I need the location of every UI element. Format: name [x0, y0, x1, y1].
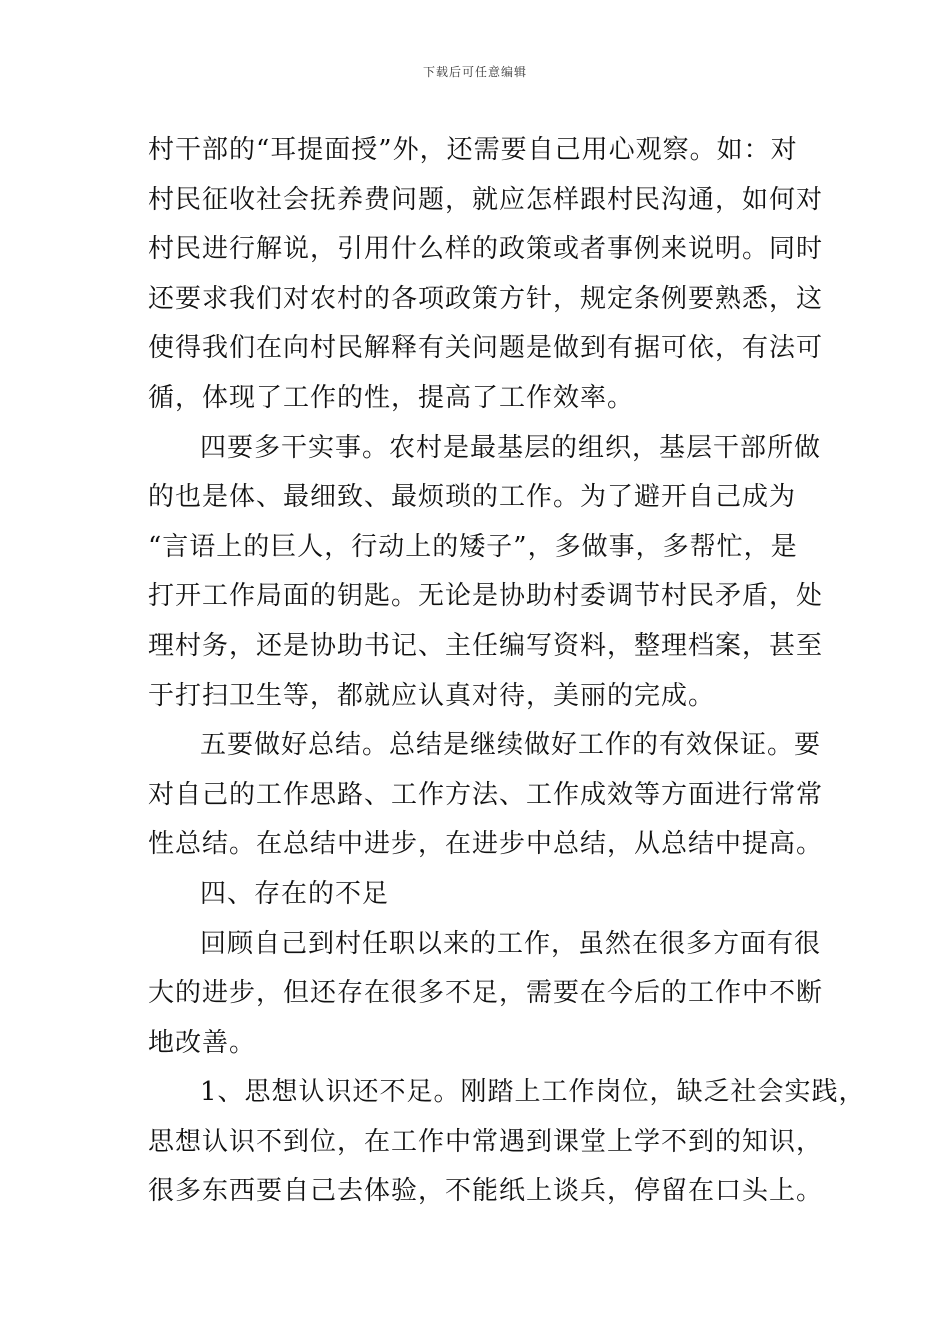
- paragraph-first-line: 四要多干实事。农村是最基层的组织，基层干部所做: [200, 432, 822, 463]
- body-line: 循，体现了工作的性，提高了工作效率。: [148, 382, 635, 413]
- body-line: 对自己的工作思路、工作方法、工作成效等方面进行常常: [148, 779, 824, 810]
- body-line: 的也是体、最细致、最烦琐的工作。为了避开自己成为: [148, 482, 797, 513]
- body-line: 村民征收社会抚养费问题，就应怎样跟村民沟通，如何对: [148, 184, 824, 215]
- body-line: 村干部的“耳提面授”外，还需要自己用心观察。如：对: [148, 135, 798, 165]
- body-line: 大的进步，但还存在很多不足，需要在今后的工作中不断: [148, 978, 824, 1009]
- body-line: “言语上的巨人，行动上的矮子”，多做事，多帮忙，是: [148, 531, 798, 562]
- body-line: 很多东西要自己去体验，不能纸上谈兵，停留在口头上。: [148, 1176, 824, 1207]
- paragraph-first-line: 回顾自己到村任职以来的工作，虽然在很多方面有很: [200, 928, 822, 959]
- paragraph-first-line: 1、思想认识还不足。刚踏上工作岗位，缺乏社会实践，: [200, 1077, 866, 1108]
- body-line: 打开工作局面的钥匙。无论是协助村委调节村民矛盾，处: [148, 581, 824, 612]
- body-line: 思想认识不到位，在工作中常遇到课堂上学不到的知识，: [148, 1126, 824, 1157]
- page-header: 下载后可任意编辑: [422, 65, 527, 79]
- body-line: 理村务，还是协助书记、主任编写资料，整理档案，甚至: [148, 630, 824, 661]
- section-heading: 四、存在的不足: [200, 878, 390, 909]
- body-line: 村民进行解说，引用什么样的政策或者事例来说明。同时: [148, 234, 824, 265]
- body-line: 性总结。在总结中进步，在进步中总结，从总结中提高。: [148, 829, 824, 860]
- body-line: 还要求我们对农村的各项政策方针，规定条例要熟悉，这: [148, 283, 824, 314]
- paragraph-first-line: 五要做好总结。总结是继续做好工作的有效保证。要: [200, 730, 822, 761]
- body-line: 地改善。: [148, 1027, 257, 1058]
- document-body: [148, 126, 866, 1217]
- body-line: 于打扫卫生等，都就应认真对待，美丽的完成。: [148, 680, 716, 711]
- body-line: 使得我们在向村民解释有关问题是做到有据可依，有法可: [148, 333, 824, 364]
